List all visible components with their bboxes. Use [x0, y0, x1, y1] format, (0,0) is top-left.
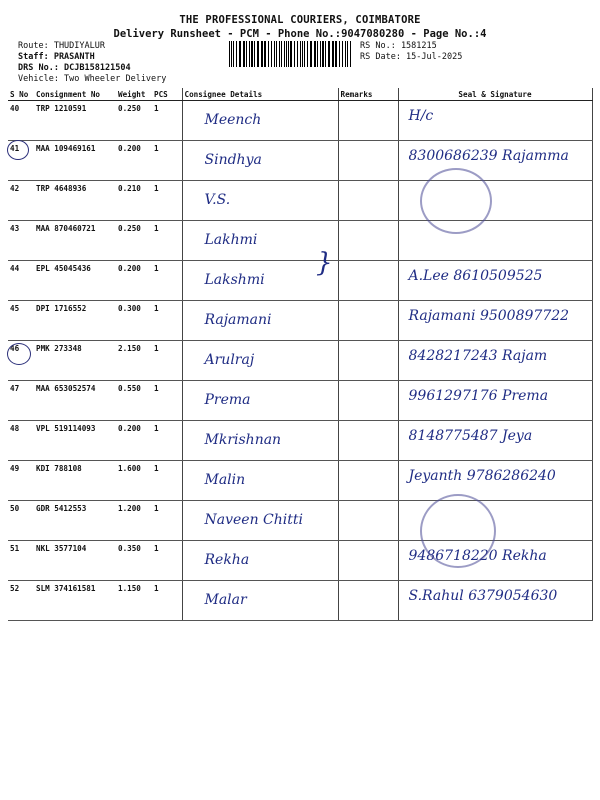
- col-sno: S No: [8, 88, 34, 101]
- meta-right: [360, 41, 462, 63]
- consignee-handwriting: Sindhya: [204, 152, 262, 168]
- row-pcs: 1: [152, 341, 182, 381]
- circle-mark-41: [7, 140, 29, 160]
- drs-label: DRS No.: DCJB158121504: [18, 63, 131, 73]
- row-signature: [398, 341, 592, 381]
- row-sno: 43: [8, 221, 34, 261]
- consignee-handwriting: Mkrishnan: [204, 432, 282, 448]
- row-weight: 0.200: [116, 261, 152, 301]
- consignee-handwriting: Prema: [204, 392, 251, 408]
- row-consignee: [182, 381, 338, 421]
- signature-handwriting: 8300686239 Rajamma: [408, 148, 569, 164]
- table-row: [8, 541, 592, 581]
- row-pcs: 1: [152, 541, 182, 581]
- company-title: THE PROFESSIONAL COURIERS, COIMBATORE: [179, 14, 421, 26]
- row-remarks: [338, 141, 398, 181]
- table-row: [8, 381, 592, 421]
- table-row: [8, 461, 592, 501]
- row-sno: 48: [8, 421, 34, 461]
- row-consignment-no: GDR 5412553: [34, 501, 116, 541]
- col-remarks: Remarks: [338, 88, 398, 101]
- consignee-handwriting: V.S.: [204, 192, 231, 208]
- signature-handwriting: S.Rahul 6379054630: [408, 588, 558, 604]
- row-sno: 40: [8, 101, 34, 141]
- signature-handwriting: 8428217243 Rajam: [408, 348, 548, 364]
- row-consignment-no: TRP 1210591: [34, 101, 116, 141]
- consignee-handwriting: Meench: [204, 112, 262, 128]
- row-signature: [398, 101, 592, 141]
- runsheet-table: [8, 88, 593, 621]
- barcode-icon: [228, 41, 354, 67]
- row-weight: 0.250: [116, 221, 152, 261]
- signature-handwriting: A.Lee 8610509525: [408, 268, 543, 284]
- row-weight: 0.550: [116, 381, 152, 421]
- col-consignee: Consignee Details: [182, 88, 338, 101]
- row-weight: 0.200: [116, 141, 152, 181]
- table-row: [8, 581, 592, 621]
- row-signature: [398, 261, 592, 301]
- row-remarks: [338, 501, 398, 541]
- signature-handwriting: Rajamani 9500897722: [408, 308, 570, 324]
- row-sno: 51: [8, 541, 34, 581]
- row-remarks: [338, 261, 398, 301]
- row-consignee: [182, 101, 338, 141]
- table-row: [8, 501, 592, 541]
- row-consignee: [182, 581, 338, 621]
- row-signature: [398, 301, 592, 341]
- row-pcs: 1: [152, 581, 182, 621]
- row-signature: [398, 381, 592, 421]
- row-pcs: 1: [152, 461, 182, 501]
- row-consignment-no: VPL 519114093: [34, 421, 116, 461]
- table-row: [8, 101, 592, 141]
- company-stamp-icon: [420, 494, 496, 568]
- rs-date: RS Date: 15-Jul-2025: [360, 52, 463, 62]
- row-remarks: [338, 101, 398, 141]
- signature-handwriting: H/c: [408, 108, 434, 124]
- row-consignee: [182, 541, 338, 581]
- circle-mark-46: [7, 343, 31, 365]
- consignee-handwriting: Rajamani: [204, 312, 272, 328]
- row-consignee: [182, 421, 338, 461]
- row-consignee: [182, 181, 338, 221]
- col-weight: Weight: [116, 88, 152, 101]
- row-sno: 41: [8, 141, 34, 181]
- row-consignee: [182, 221, 338, 261]
- row-consignment-no: EPL 45045436: [34, 261, 116, 301]
- row-signature: [398, 421, 592, 461]
- row-signature: [398, 581, 592, 621]
- row-consignee: [182, 461, 338, 501]
- row-consignee: [182, 301, 338, 341]
- row-remarks: [338, 581, 398, 621]
- row-remarks: [338, 341, 398, 381]
- col-seal-signature: Seal & Signature: [398, 88, 592, 101]
- row-consignment-no: MAA 653052574: [34, 381, 116, 421]
- table-row: [8, 301, 592, 341]
- table-header-row: [8, 88, 592, 101]
- margin-mark: }: [316, 248, 333, 278]
- table-row: [8, 141, 592, 181]
- row-consignment-no: MAA 870460721: [34, 221, 116, 261]
- consignee-handwriting: Lakhmi: [204, 232, 258, 248]
- vehicle-label: Vehicle: Two Wheeler Delivery: [18, 74, 167, 84]
- row-consignment-no: DPI 1716552: [34, 301, 116, 341]
- row-consignment-no: MAA 109469161: [34, 141, 116, 181]
- delivery-stamp-icon: [420, 168, 492, 234]
- row-remarks: [338, 381, 398, 421]
- consignee-handwriting: Naveen Chitti: [204, 512, 303, 528]
- consignee-handwriting: Lakshmi: [204, 272, 265, 288]
- row-consignment-no: NKL 3577104: [34, 541, 116, 581]
- runsheet-subtitle: Delivery Runsheet - PCM - Phone No.:9047080280 - Page No.:4: [113, 28, 487, 40]
- col-consignment: Consignment No: [34, 88, 116, 101]
- row-weight: 0.350: [116, 541, 152, 581]
- row-pcs: 1: [152, 301, 182, 341]
- signature-handwriting: 8148775487 Jeya: [408, 428, 533, 444]
- col-pcs: PCS: [152, 88, 182, 101]
- row-sno: 47: [8, 381, 34, 421]
- table-row: [8, 261, 592, 301]
- row-weight: 2.150: [116, 341, 152, 381]
- consignee-handwriting: Arulraj: [204, 352, 255, 368]
- row-remarks: [338, 221, 398, 261]
- row-weight: 0.210: [116, 181, 152, 221]
- row-pcs: 1: [152, 501, 182, 541]
- rs-number: RS No.: 1581215: [360, 41, 437, 51]
- signature-handwriting: Jeyanth 9786286240: [408, 468, 556, 484]
- row-pcs: 1: [152, 101, 182, 141]
- row-signature: [398, 141, 592, 181]
- signature-handwriting: 9486718220 Rekha: [408, 548, 547, 564]
- row-remarks: [338, 421, 398, 461]
- meta-left: [18, 41, 131, 74]
- row-pcs: 1: [152, 141, 182, 181]
- table-row: [8, 341, 592, 381]
- row-consignment-no: KDI 788108: [34, 461, 116, 501]
- signature-handwriting: 9961297176 Prema: [408, 388, 549, 404]
- row-weight: 1.600: [116, 461, 152, 501]
- row-sno: 44: [8, 261, 34, 301]
- row-sno: 49: [8, 461, 34, 501]
- row-sno: 45: [8, 301, 34, 341]
- row-remarks: [338, 181, 398, 221]
- row-signature: [398, 221, 592, 261]
- row-sno: 46: [8, 341, 34, 381]
- row-consignee: [182, 341, 338, 381]
- row-sno: 42: [8, 181, 34, 221]
- row-consignee: [182, 141, 338, 181]
- row-consignee: [182, 261, 338, 301]
- route-label: Route: THUDIYALUR: [18, 41, 105, 51]
- row-pcs: 1: [152, 421, 182, 461]
- row-weight: 1.200: [116, 501, 152, 541]
- row-consignment-no: PMK 273348: [34, 341, 116, 381]
- consignee-handwriting: Malar: [204, 592, 247, 608]
- row-consignee: [182, 501, 338, 541]
- table-row: [8, 221, 592, 261]
- row-pcs: 1: [152, 381, 182, 421]
- row-remarks: [338, 461, 398, 501]
- row-pcs: 1: [152, 221, 182, 261]
- row-weight: 0.300: [116, 301, 152, 341]
- row-sno: 50: [8, 501, 34, 541]
- row-weight: 1.150: [116, 581, 152, 621]
- row-consignment-no: SLM 374161581: [34, 581, 116, 621]
- row-sno: 52: [8, 581, 34, 621]
- row-remarks: [338, 541, 398, 581]
- table-row: [8, 421, 592, 461]
- consignee-handwriting: Rekha: [204, 552, 250, 568]
- row-weight: 0.200: [116, 421, 152, 461]
- row-pcs: 1: [152, 261, 182, 301]
- table-row: [8, 181, 592, 221]
- consignee-handwriting: Malin: [204, 472, 246, 488]
- staff-label: Staff: PRASANTH: [18, 52, 95, 62]
- row-signature: [398, 461, 592, 501]
- row-consignment-no: TRP 4648936: [34, 181, 116, 221]
- row-pcs: 1: [152, 181, 182, 221]
- row-remarks: [338, 301, 398, 341]
- row-weight: 0.250: [116, 101, 152, 141]
